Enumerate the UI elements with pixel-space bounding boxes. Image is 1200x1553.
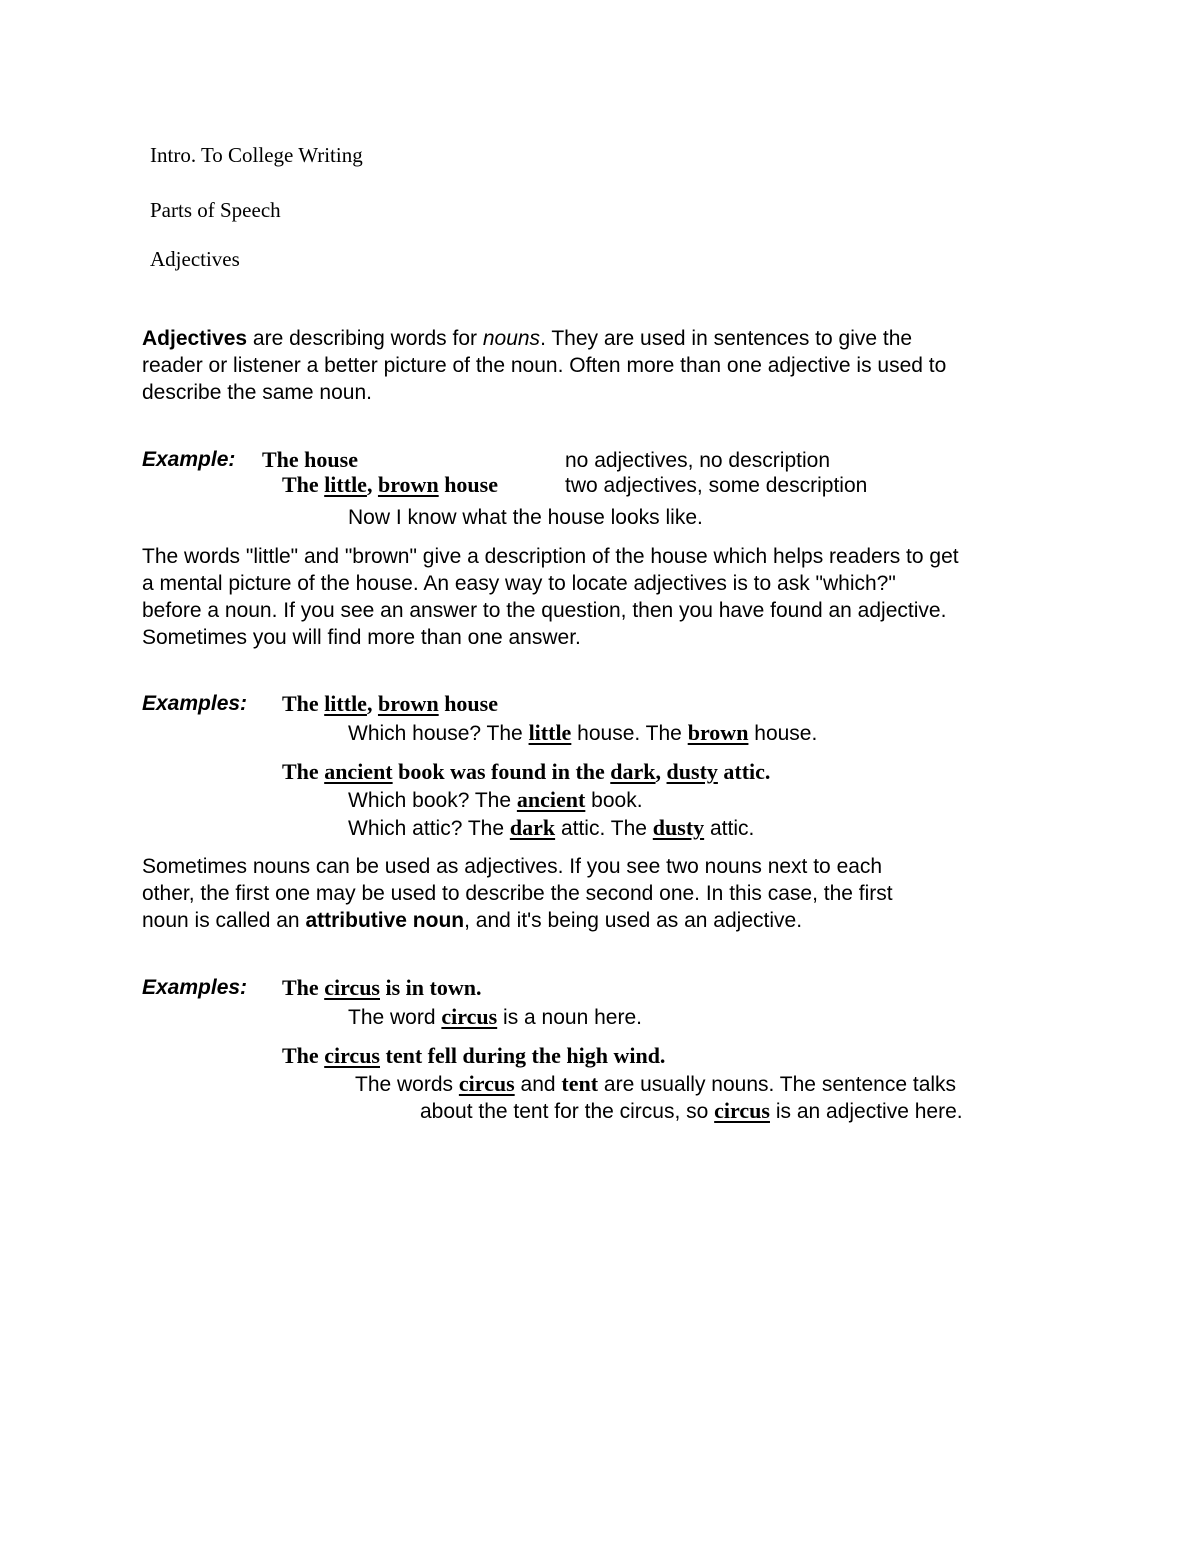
text: The words [355,1073,459,1096]
word: book was found in the [392,759,611,784]
example-phrase-adjectives [282,472,498,498]
adjective: little [528,720,572,745]
punct: , [366,472,378,497]
text: The word [348,1006,442,1029]
para3-line-1: Sometimes nouns can be used as adjectives. If you see two nouns next to each [142,855,883,878]
adjective: dusty [652,815,705,840]
punct: , [655,759,667,784]
example-sentence [282,759,770,785]
text: noun is called an [142,909,306,932]
example-explanation: Now I know what the house looks like. [348,506,703,529]
example-note: two adjectives, some description [565,474,868,497]
intro-line-1 [142,325,912,352]
example-question [348,786,643,814]
example-sentence [282,691,498,717]
attributive-noun: circus [324,1043,380,1068]
adjective: brown [377,472,439,497]
noun: circus [324,975,380,1000]
text: book. [585,789,643,812]
text: is an adjective here. [769,1100,963,1123]
attributive-noun-term: attributive noun [305,909,465,932]
text: house. The [571,722,688,745]
adjective: ancient [324,759,393,784]
word: is in town. [380,975,482,1000]
word: The [282,472,325,497]
text: house. [748,722,818,745]
para2-line-1: The words "little" and "brown" give a description of the house which helps readers to get [142,545,959,568]
examples-label: Examples: [142,692,248,715]
example-note [355,1070,956,1098]
example-question [348,814,754,842]
adjective: dark [610,759,656,784]
punct: , [366,691,378,716]
text: attic. [704,817,755,840]
adjective: brown [377,691,439,716]
intro-nouns: nouns [482,327,541,350]
example-sentence [282,975,481,1001]
example-note: no adjectives, no description [565,449,830,472]
course-title: Intro. To College Writing [150,143,363,167]
intro-line-2: reader or listener a better picture of the noun. Often more than one adjective is used to [142,354,947,377]
example-sentence [282,1043,665,1069]
word: house [438,691,498,716]
para2-line-2: a mental picture of the house. An easy way to locate adjectives is to ask "which?" [142,572,896,595]
adjective: brown [687,720,749,745]
unit-title: Parts of Speech [150,198,281,222]
noun: circus [441,1004,498,1029]
para2-line-4: Sometimes you will find more than one answer. [142,626,581,649]
word: The [282,691,325,716]
text: Which book? The [348,789,517,812]
example-label: Example: [142,448,236,471]
word: The [282,759,325,784]
word: The [282,1043,325,1068]
word: The [282,975,325,1000]
adjective: dusty [666,759,718,784]
word: house [438,472,498,497]
para3-line-2: other, the first one may be used to describe the second one. In this case, the first [142,882,893,905]
word: tent fell during the high wind. [380,1043,666,1068]
text: and [514,1073,562,1096]
text: attic. The [555,817,653,840]
noun: circus [458,1071,515,1096]
adjective: circus [714,1098,770,1123]
text: Which attic? The [348,817,510,840]
example-note [348,1003,642,1031]
text: is a noun here. [497,1006,642,1029]
word: attic. [717,759,771,784]
adjective: dark [509,815,556,840]
adjective: little [324,472,367,497]
adjective: ancient [516,787,586,812]
para2-line-3: before a noun. If you see an answer to the question, then you have found an adjective. [142,599,947,622]
intro-term: Adjectives [142,327,248,350]
text: are usually nouns. The sentence talks [598,1073,957,1096]
intro-text: are describing words for [247,327,483,350]
text: , and it's being used as an adjective. [464,909,803,932]
example-question [348,719,817,747]
para3-line-3 [142,907,802,934]
examples-label: Examples: [142,976,248,999]
noun: tent [561,1071,599,1096]
intro-line-3: describe the same noun. [142,381,372,404]
example-phrase: The house [262,447,358,472]
adjective: little [324,691,367,716]
topic-title: Adjectives [150,247,240,271]
intro-text: . They are used in sentences to give the [540,327,913,350]
text: about the tent for the circus, so [420,1100,715,1123]
example-note [420,1097,963,1125]
text: Which house? The [348,722,529,745]
